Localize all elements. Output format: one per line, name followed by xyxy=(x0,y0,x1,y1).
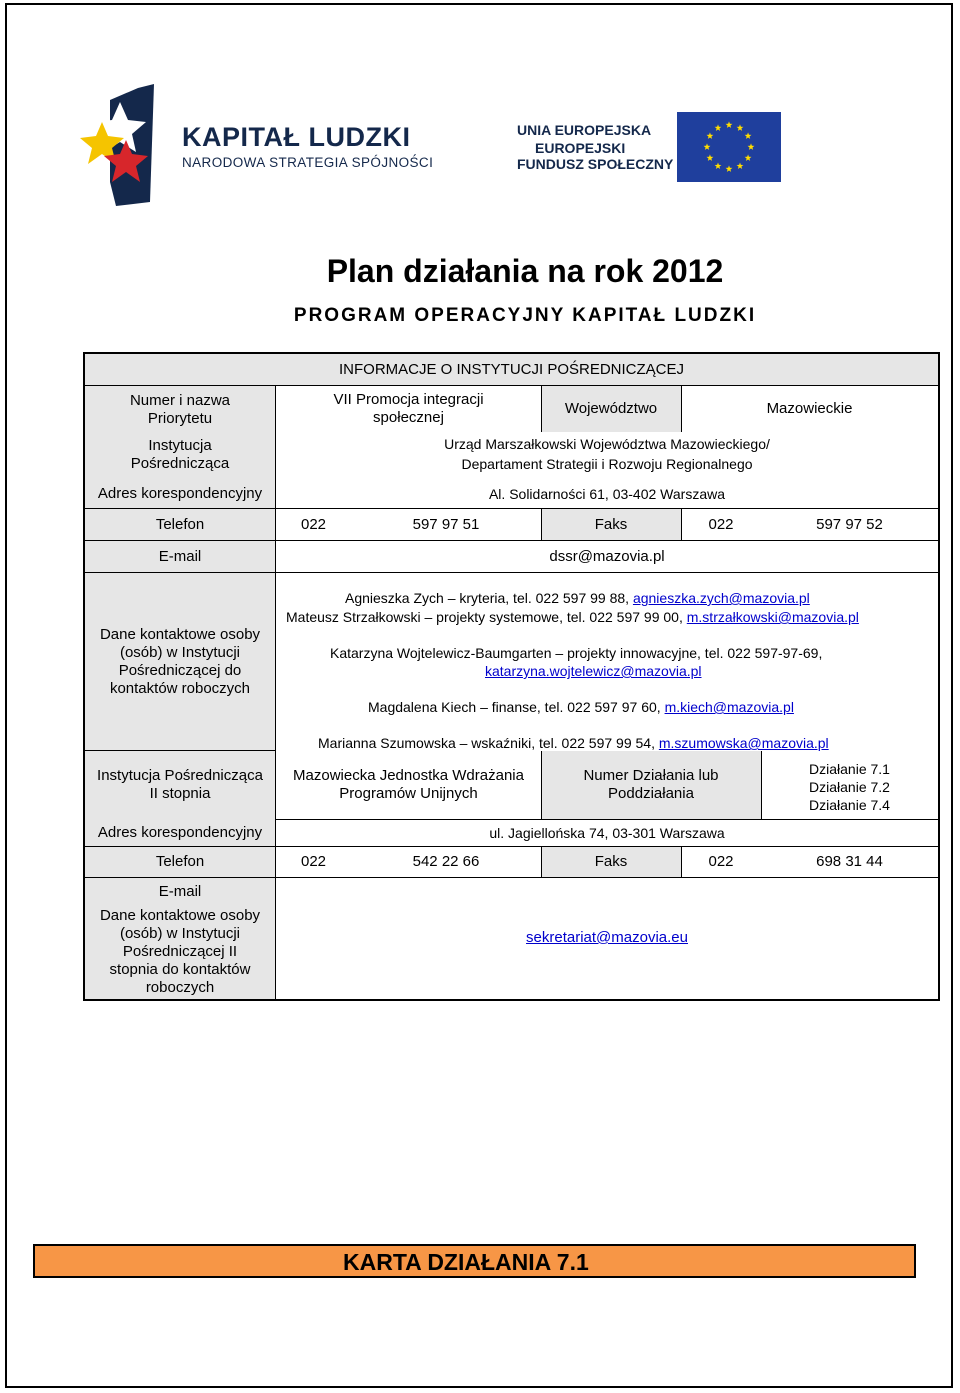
contact-row xyxy=(286,609,859,626)
email2-link[interactable]: sekretariat@mazovia.eu xyxy=(526,929,688,946)
contact-row xyxy=(330,645,822,662)
faks-number: 597 97 52 xyxy=(816,515,883,533)
kapital-ludzki-subtitle: NARODOWA STRATEGIA SPÓJNOŚCI xyxy=(182,155,434,170)
adres-value: Al. Solidarności 61, 03-402 Warszawa xyxy=(488,486,726,502)
priorytet-label: Numer i nazwa Priorytetu xyxy=(129,392,231,427)
wojewodztwo-value: Mazowieckie xyxy=(766,400,853,417)
row-divider xyxy=(85,750,275,751)
contact-text: Agnieszka Zych – kryteria, tel. 022 597 99 88, xyxy=(345,590,633,606)
dzialanie-label: Numer Działania lub Poddziałania xyxy=(583,767,719,802)
section-header xyxy=(85,354,938,385)
ip2-label: Instytucja Pośrednicząca II stopnia xyxy=(97,767,263,802)
contact-email-link[interactable]: m.strzałkowski@mazovia.pl xyxy=(686,609,859,625)
contact-text: Mateusz Strzałkowski – projekty systemowe, tel. 022 597 99 00, xyxy=(286,609,687,625)
adres2-value: ul. Jagiellońska 74, 03-301 Warszawa xyxy=(489,825,725,841)
telefon2-label: Telefon xyxy=(155,852,205,870)
contact-text: Katarzyna Wojtelewicz-Baumgarten – projekty innowacyjne, tel. 022 597-97-69, xyxy=(330,645,823,661)
karta-dzialania-bar xyxy=(33,1244,916,1278)
telefon-prefix: 022 xyxy=(300,515,327,533)
kapital-ludzki-emblem-icon xyxy=(80,82,180,207)
kontakty2-label: Dane kontaktowe osoby (osób) w Instytucji Pośredniczącej II stopnia do kontaktów roboczych xyxy=(99,907,261,996)
faks-prefix: 022 xyxy=(708,515,734,533)
email2-label: E-mail xyxy=(158,883,202,900)
faks-label: Faks xyxy=(594,515,628,533)
section-header-text: INFORMACJE O INSTYTUCJI POŚREDNICZĄCEJ xyxy=(338,360,685,378)
adres-label: Adres korespondencyjny xyxy=(97,485,263,502)
email-value: dssr@mazovia.pl xyxy=(549,547,665,565)
dzialanie-item: Działanie 7.1 xyxy=(809,761,890,777)
ip-value-line2: Departament Strategii i Rozwoju Regionalnego xyxy=(461,456,753,472)
page-title: Plan działania na rok 2012 xyxy=(326,253,724,289)
contact-row xyxy=(368,699,794,716)
contact-row xyxy=(345,590,810,607)
ue-line1: UNIA EUROPEJSKA xyxy=(517,122,652,138)
contact-text: Marianna Szumowska – wskaźniki, tel. 022 597 99 54, xyxy=(318,735,659,751)
eu-flag-icon xyxy=(677,112,781,182)
contact-email-link[interactable]: m.kiech@mazovia.pl xyxy=(664,699,794,715)
page-subtitle: PROGRAM OPERACYJNY KAPITAŁ LUDZKI xyxy=(293,305,757,326)
telefon-label: Telefon xyxy=(155,515,205,533)
priorytet-value: VII Promocja integracji społecznej xyxy=(333,391,484,426)
karta-dzialania-title: KARTA DZIAŁANIA 7.1 xyxy=(343,1249,589,1275)
adres2-label: Adres korespondencyjny xyxy=(97,824,263,841)
contact-text: Magdalena Kiech – finanse, tel. 022 597 97 60, xyxy=(368,699,665,715)
ue-line2: EUROPEJSKI xyxy=(535,140,626,156)
kapital-ludzki-logo xyxy=(80,82,440,207)
dzialanie-item: Działanie 7.2 xyxy=(809,779,890,795)
wojewodztwo-label: Województwo xyxy=(564,400,658,417)
faks2-prefix: 022 xyxy=(708,852,734,870)
dzialanie-item: Działanie 7.4 xyxy=(809,797,890,813)
ip-value-line1: Urząd Marszałkowski Województwa Mazowieckiego/ xyxy=(444,436,770,452)
telefon2-prefix: 022 xyxy=(300,852,327,870)
faks2-number: 698 31 44 xyxy=(816,852,883,870)
ue-line3: FUNDUSZ SPOŁECZNY xyxy=(517,156,674,172)
ip-label: Instytucja Pośrednicząca xyxy=(130,437,230,472)
kapital-ludzki-title: KAPITAŁ LUDZKI xyxy=(182,122,411,152)
contact-email-link[interactable]: agnieszka.zych@mazovia.pl xyxy=(632,590,810,606)
email2-cell xyxy=(276,878,938,998)
email-label: E-mail xyxy=(158,547,202,565)
kontakty-label: Dane kontaktowe osoby (osób) w Instytucji Pośredniczącej do kontaktów roboczych xyxy=(99,625,261,697)
contact-email-link[interactable]: m.szumowska@mazovia.pl xyxy=(658,735,829,751)
telefon2-number: 542 22 66 xyxy=(412,852,480,870)
contact-row xyxy=(318,735,829,752)
contact-row xyxy=(485,663,702,680)
faks2-label: Faks xyxy=(594,852,628,870)
ue-logo xyxy=(515,112,785,187)
telefon-number: 597 97 51 xyxy=(412,515,480,533)
ip2-value: Mazowiecka Jednostka Wdrażania Programów Unijnych xyxy=(293,767,524,802)
contact-email-link[interactable]: katarzyna.wojtelewicz@mazovia.pl xyxy=(485,663,702,679)
